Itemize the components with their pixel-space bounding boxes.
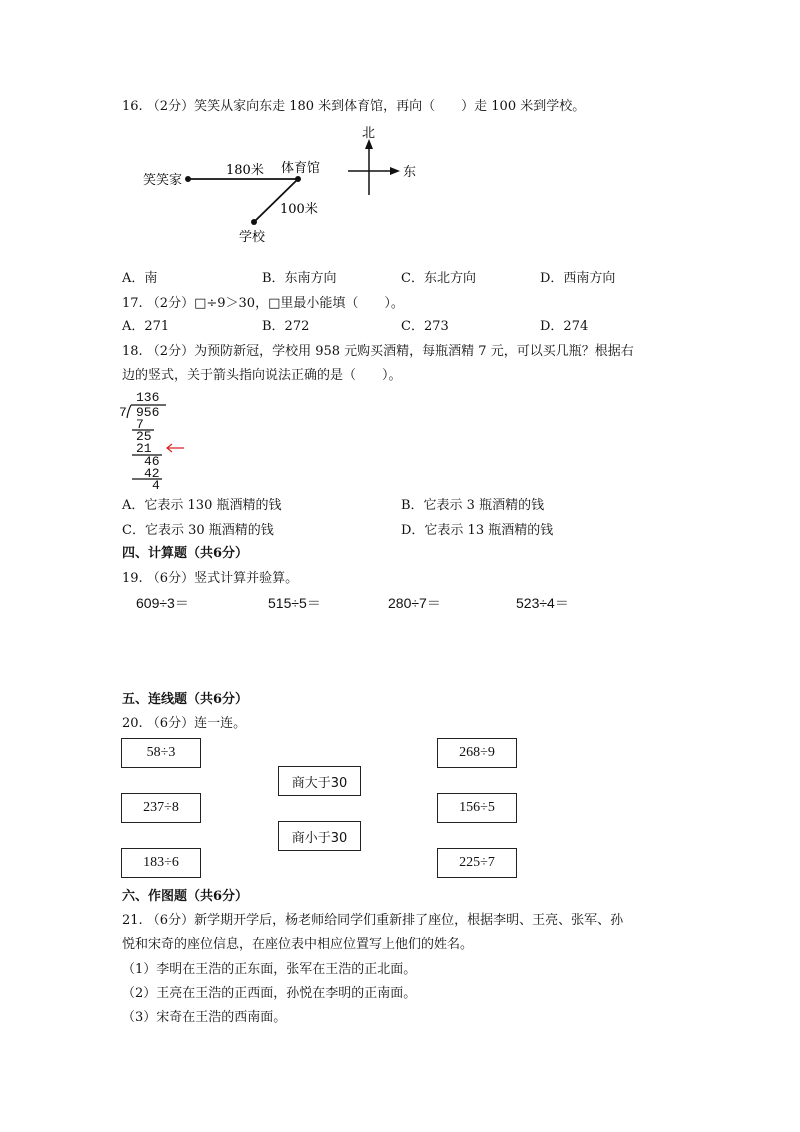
q17-option-b[interactable]: B．272: [262, 319, 310, 334]
home-label: 笑笑家: [143, 173, 183, 188]
dist1-label: 180米: [226, 163, 264, 178]
division-dividend: 956: [136, 405, 160, 420]
right-box-1[interactable]: 268÷9: [437, 738, 517, 768]
q21-stem-line1: 21. （6分）新学期开学后，杨老师给同学们重新排了座位，根据李明、王亮、张军、孙: [122, 913, 624, 928]
division-step-4: 46: [144, 454, 160, 469]
division-step-2: 25: [136, 429, 152, 444]
left-box-1[interactable]: 58÷3: [121, 738, 201, 768]
q19-stem: 19. （6分）竖式计算并验算。: [122, 571, 299, 586]
division-quotient: 136: [136, 390, 160, 405]
calc-item-1: 609÷3＝: [136, 595, 189, 611]
q21-stem-line2: 悦和宋奇的座位信息，在座位表中相应位置写上他们的姓名。: [122, 937, 474, 952]
q21-condition-1: （1）李明在王浩的正东面，张军在王浩的正北面。: [122, 962, 417, 977]
left-box-2[interactable]: 237÷8: [121, 793, 201, 823]
left-box-3[interactable]: 183÷6: [121, 848, 201, 878]
q17-option-c[interactable]: C．273: [401, 319, 449, 334]
q17-option-d[interactable]: D．274: [540, 319, 589, 334]
q18-stem-line2: 边的竖式，关于箭头指向说法正确的是（ ）。: [122, 368, 402, 383]
school-label: 学校: [239, 230, 266, 245]
q20-stem: 20. （6分）连一连。: [122, 716, 247, 731]
division-divisor: 7: [119, 405, 127, 420]
calc-item-2: 515÷5＝: [268, 595, 321, 611]
division-step-1: 7: [136, 417, 144, 432]
school-point: [251, 219, 257, 225]
section6-title: 六、作图题（共6分）: [122, 889, 249, 904]
q16-stem: 16. （2分）笑笑从家向东走 180 米到体育馆，再向（ ）走 100 米到学校。: [122, 99, 586, 114]
q21-condition-3: （3）宋奇在王浩的西南面。: [122, 1010, 287, 1025]
q16-direction-figure: [140, 125, 440, 250]
north-label: 北: [362, 126, 376, 141]
division-step-5: 42: [144, 466, 160, 481]
right-box-3[interactable]: 225÷7: [437, 848, 517, 878]
q18-option-b[interactable]: B．它表示 3 瓶酒精的钱: [401, 498, 545, 513]
division-step-3: 21: [136, 441, 152, 456]
dist2-label: 100米: [280, 202, 318, 217]
division-remainder: 4: [152, 478, 160, 493]
east-label: 东: [403, 165, 417, 180]
q18-stem-line1: 18. （2分）为预防新冠，学校用 958 元购买酒精，每瓶酒精 7 元，可以买几瓶？根据右: [122, 344, 634, 359]
section5-title: 五、连线题（共6分）: [122, 692, 249, 707]
calc-item-3: 280÷7＝: [388, 595, 441, 611]
east-arrow-icon: [390, 167, 400, 175]
q16-option-c[interactable]: C．东北方向: [401, 271, 476, 286]
long-division: [118, 390, 198, 493]
q17-option-a[interactable]: A．271: [122, 319, 170, 334]
section4-title: 四、计算题（共6分）: [122, 546, 249, 561]
gym-label: 体育馆: [281, 161, 321, 176]
q18-option-d[interactable]: D．它表示 13 瓶酒精的钱: [401, 523, 554, 538]
red-arrow-icon: [164, 442, 186, 454]
middle-box-greater[interactable]: 商大于30: [278, 766, 361, 796]
q16-option-d[interactable]: D．西南方向: [540, 271, 616, 286]
right-box-2[interactable]: 156÷5: [437, 793, 517, 823]
q18-option-c[interactable]: C．它表示 30 瓶酒精的钱: [122, 523, 274, 538]
q17-stem: 17. （2分）□÷9＞30，□里最小能填（ ）。: [122, 296, 404, 311]
q16-option-a[interactable]: A．南: [122, 271, 158, 286]
middle-box-less[interactable]: 商小于30: [278, 821, 361, 851]
q18-option-a[interactable]: A．它表示 130 瓶酒精的钱: [122, 498, 282, 513]
calc-item-4: 523÷4＝: [516, 595, 569, 611]
home-point: [185, 176, 191, 182]
q16-option-b[interactable]: B．东南方向: [262, 271, 337, 286]
q21-condition-2: （2）王亮在王浩的正西面，孙悦在李明的正南面。: [122, 986, 417, 1001]
